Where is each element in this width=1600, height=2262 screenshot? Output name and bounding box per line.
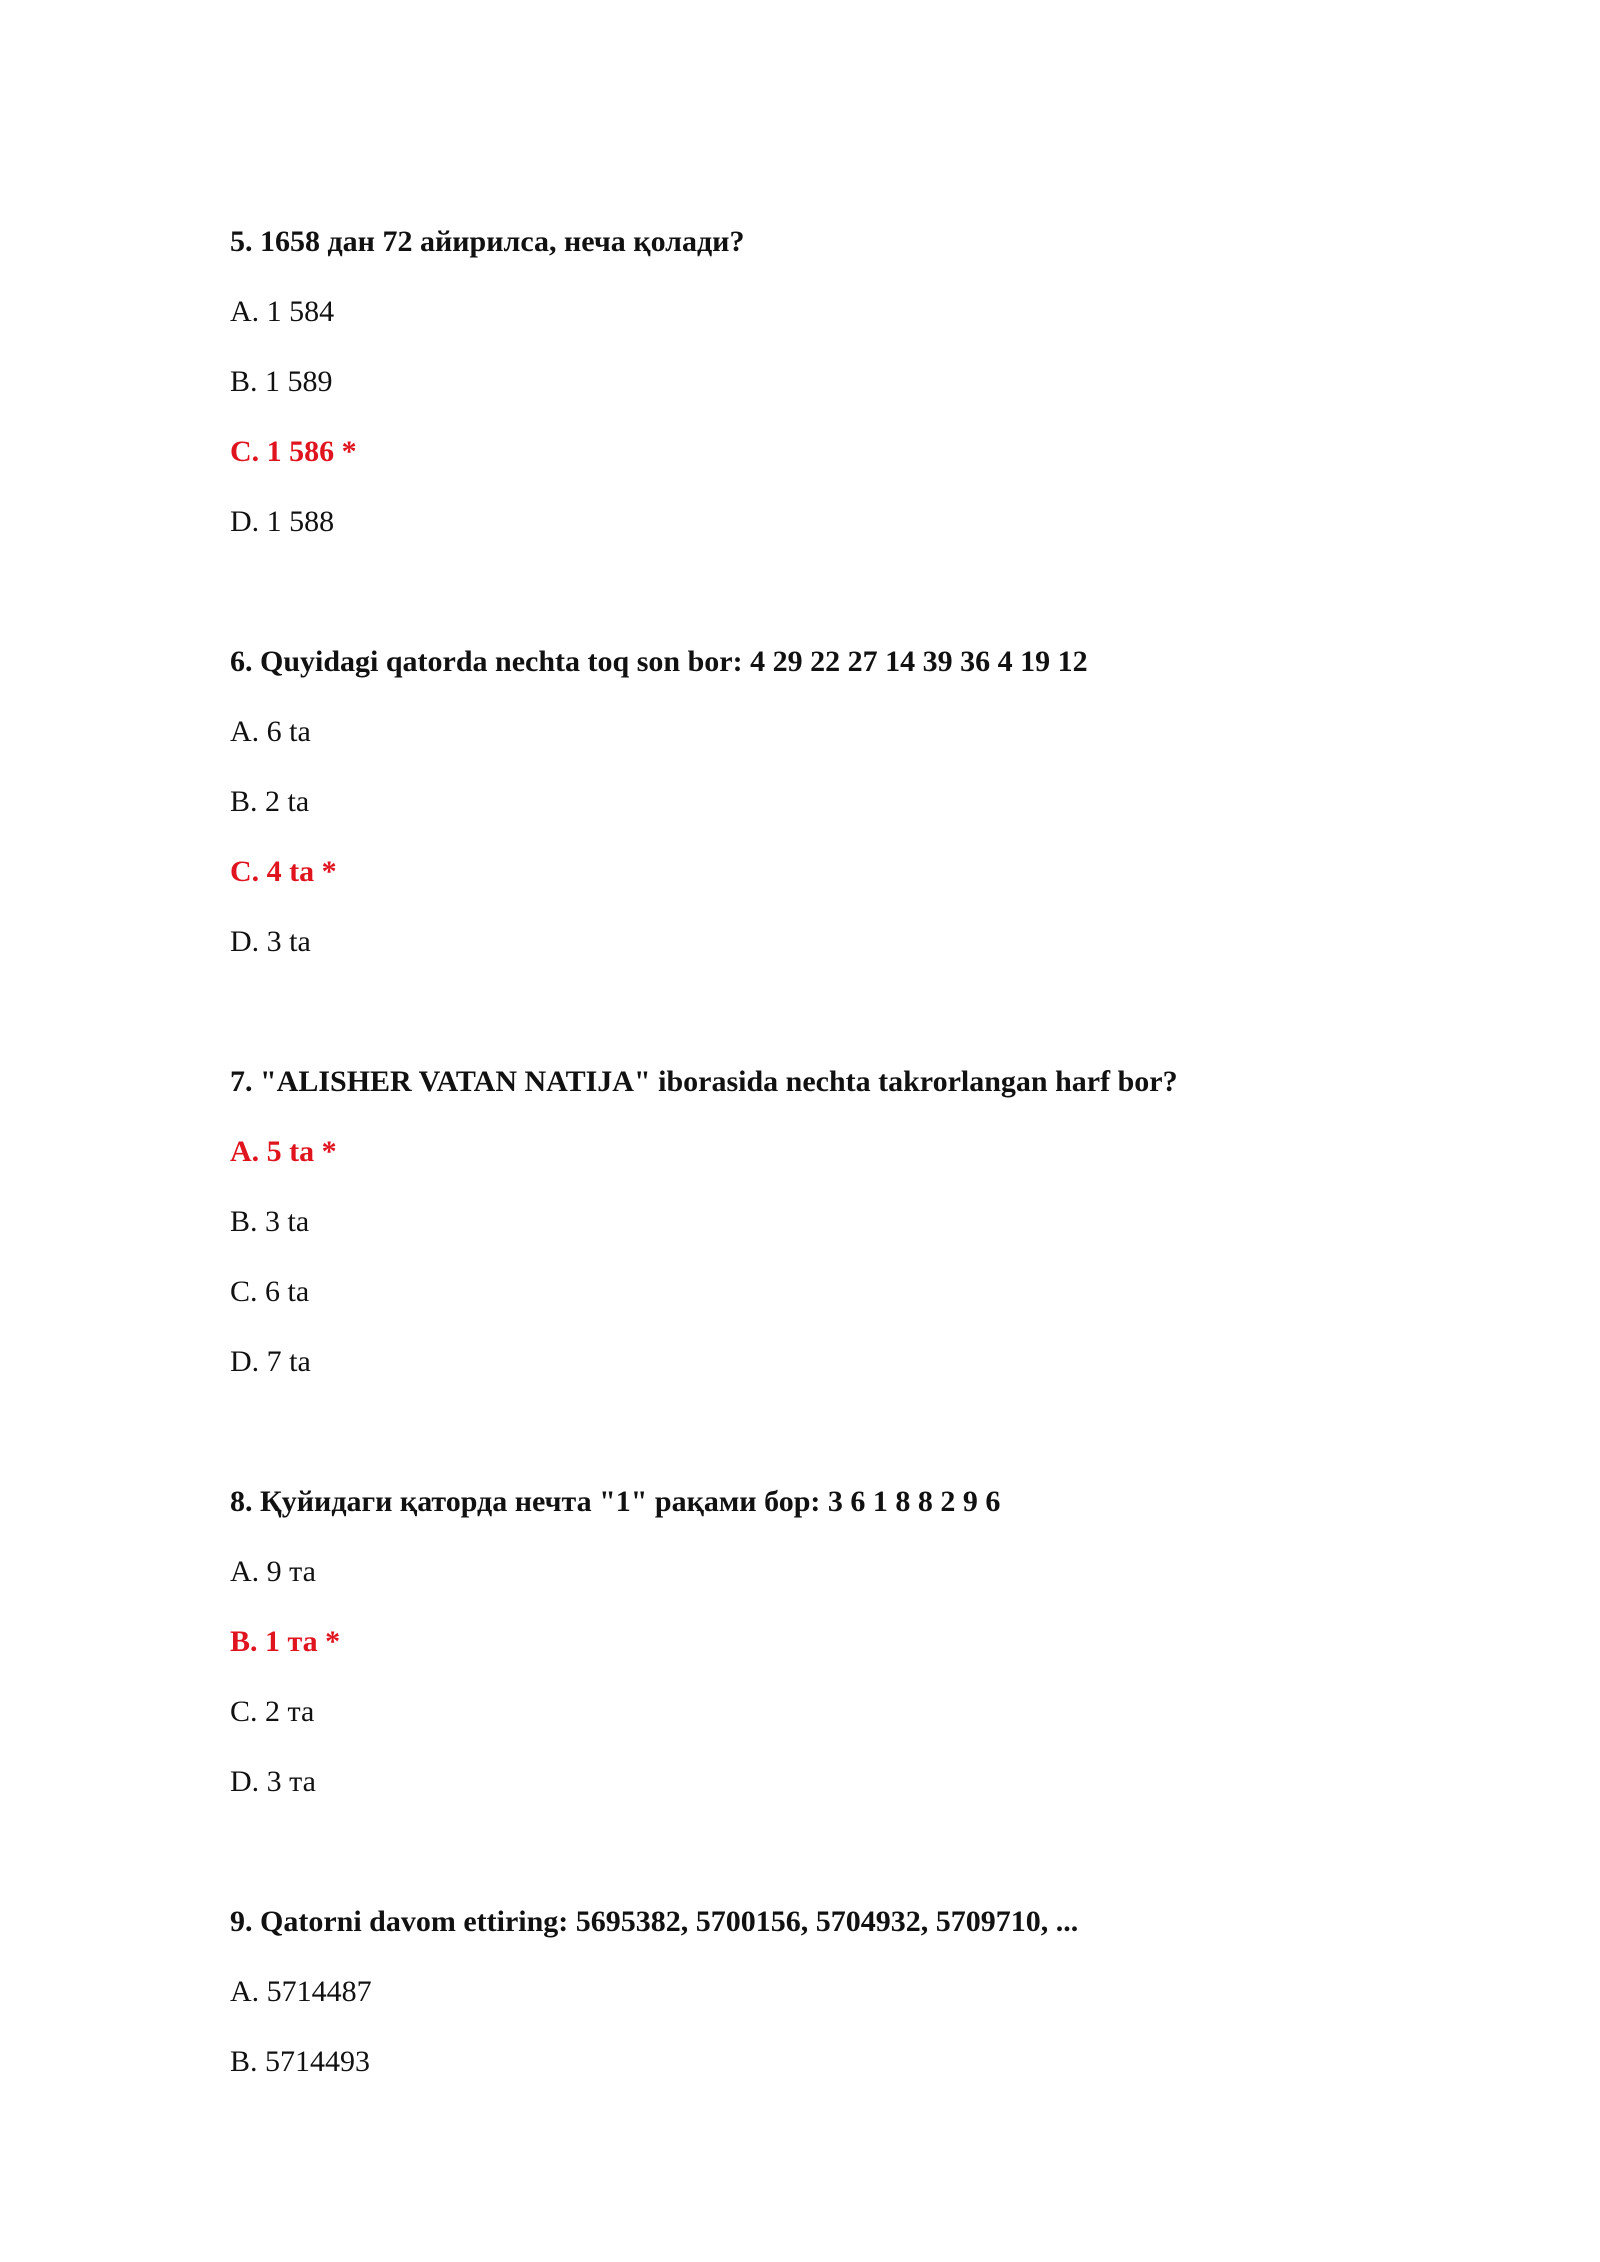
- question-9-option-a: A. 5714487: [230, 1975, 372, 2008]
- question-6-option-d: D. 3 ta: [230, 925, 311, 958]
- question-8-option-a: A. 9 та: [230, 1555, 316, 1588]
- question-7-option-a: A. 5 ta *: [230, 1135, 337, 1168]
- question-6-option-b: B. 2 ta: [230, 785, 310, 818]
- question-9-text: 9. Qatorni davom ettiring: 5695382, 5700156, 5704932, 5709710, ...: [230, 1905, 1079, 1938]
- question-7-option-d: D. 7 ta: [230, 1345, 311, 1378]
- question-5-option-d: D. 1 588: [230, 505, 335, 538]
- question-6-option-a: A. 6 ta: [230, 715, 311, 748]
- question-8-option-d: D. 3 та: [230, 1765, 316, 1798]
- question-6-option-c: C. 4 ta *: [230, 855, 337, 888]
- question-7-option-c: C. 6 ta: [230, 1275, 310, 1308]
- question-5-option-c: C. 1 586 *: [230, 435, 357, 468]
- question-8-text: 8. Қуйидаги қаторда нечта "1" рақами бор: 3 6 1 8 8 2 9 6: [230, 1485, 1001, 1518]
- question-7-option-b: B. 3 ta: [230, 1205, 310, 1238]
- question-5-option-b: B. 1 589: [230, 365, 333, 398]
- question-9-option-b: B. 5714493: [230, 2045, 371, 2078]
- question-5-option-a: A. 1 584: [230, 295, 335, 328]
- question-8-option-c: C. 2 та: [230, 1695, 315, 1728]
- question-5-text: 5. 1658 дан 72 айирилса, неча қолади?: [230, 225, 745, 258]
- question-6-text: 6. Quyidagi qatorda nechta toq son bor: 4 29 22 27 14 39 36 4 19 12: [230, 645, 1088, 678]
- question-7-text: 7. "ALISHER VATAN NATIJA" iborasida nechta takrorlangan harf bor?: [230, 1065, 1178, 1098]
- question-8-option-b: B. 1 та *: [230, 1625, 341, 1658]
